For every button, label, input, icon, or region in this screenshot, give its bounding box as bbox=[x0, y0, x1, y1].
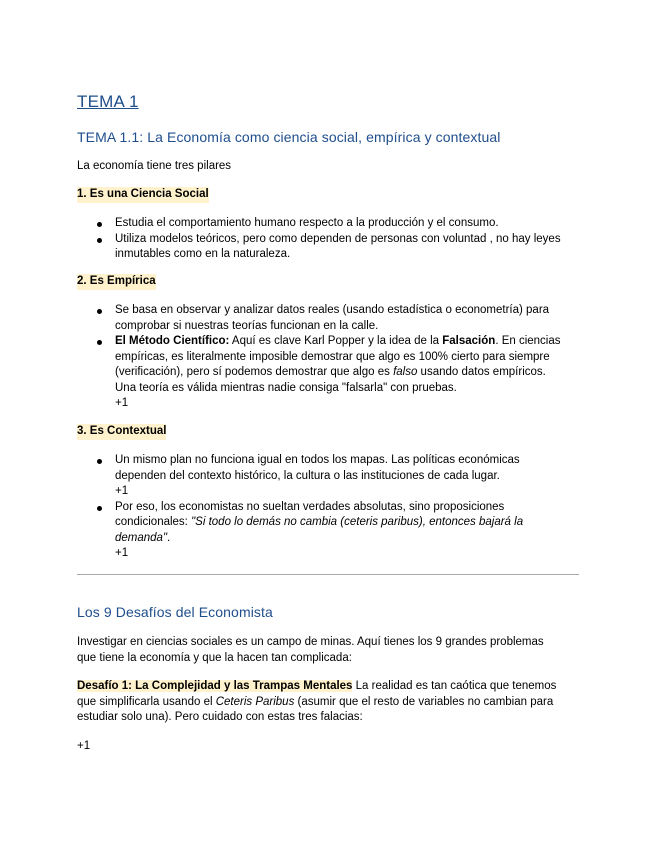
list-item-text: empíricas, es literalmente imposible demostrar que algo es 100% cierto para siempre bbox=[115, 350, 550, 363]
pillar-3-list bbox=[77, 453, 577, 562]
text-run: que simplificarla usando el bbox=[77, 695, 216, 708]
plus-one-counter[interactable]: +1 bbox=[115, 485, 129, 497]
list-item-text bbox=[115, 531, 577, 547]
list-item-text bbox=[115, 334, 577, 350]
challenge-heading: Desafío 1: La Complejidad y las Trampas Mentales bbox=[77, 680, 353, 692]
bullet-icon bbox=[97, 309, 102, 314]
bullet-icon bbox=[97, 222, 102, 227]
text-run: La realidad es tan caótica que tenemos bbox=[352, 680, 557, 692]
bullet-icon bbox=[97, 340, 102, 345]
pillar-2-list bbox=[77, 303, 577, 412]
horizontal-divider bbox=[77, 574, 579, 575]
text-run: condicionales: bbox=[115, 516, 192, 528]
list-item-text: inmutables como en la naturaleza. bbox=[115, 248, 291, 260]
list-item bbox=[77, 334, 577, 412]
intro-text: La economía tiene tres pilares bbox=[77, 160, 232, 172]
italic-term: falso bbox=[393, 366, 418, 378]
paragraph-line: estudiar solo una). Pero cuidado con estas tres falacias: bbox=[77, 711, 363, 723]
italic-quote: "Si todo lo demás no cambia (ceteris paribus), entonces bajará la bbox=[191, 516, 524, 528]
list-item-text: Estudia el comportamiento humano respecto a la producción y el consumo. bbox=[115, 217, 499, 229]
bullet-icon bbox=[97, 506, 102, 511]
list-item-text: Utiliza modelos teóricos, pero como dependen de personas con voluntad , no hay leyes bbox=[115, 232, 561, 245]
list-item-text: comprobar si nuestras teorías funcionan en la calle. bbox=[115, 319, 379, 332]
text-run: (asumir que el resto de variables no cambian para bbox=[294, 695, 554, 708]
list-item bbox=[77, 500, 577, 562]
text-run: usando datos empíricos. bbox=[417, 366, 546, 378]
bold-term: El Método Científico: bbox=[115, 335, 230, 347]
text-run: Aquí es clave Karl Popper y la idea de la bbox=[229, 335, 443, 347]
pillar-1-heading: 1. Es una Ciencia Social bbox=[77, 187, 209, 203]
list-item bbox=[77, 232, 577, 263]
list-item bbox=[77, 303, 577, 334]
pillar-1-list bbox=[77, 216, 577, 263]
bullet-icon bbox=[97, 238, 102, 243]
paragraph-line bbox=[77, 679, 577, 695]
list-item-text: dependen del contexto histórico, la cultura o las instituciones de cada lugar. bbox=[115, 469, 500, 482]
italic-term: Ceteris Paribus bbox=[215, 695, 295, 708]
list-item bbox=[77, 216, 577, 232]
italic-quote: demanda" bbox=[115, 531, 168, 544]
page-title[interactable]: TEMA 1 bbox=[77, 92, 139, 111]
paragraph-line: que tiene la economía y que la hacen tan complicada: bbox=[77, 651, 352, 664]
bullet-icon bbox=[97, 459, 102, 464]
text-run: . En ciencias bbox=[495, 335, 561, 347]
challenge-paragraph bbox=[77, 679, 577, 726]
plus-one-counter[interactable]: +1 bbox=[115, 547, 129, 559]
text-run: (verificación), pero sí podemos demostrar que algo es bbox=[115, 366, 394, 378]
paragraph-line bbox=[77, 695, 577, 711]
paragraph-line: Investigar en ciencias sociales es un campo de minas. Aquí tienes los 9 grandes problemas bbox=[77, 636, 544, 648]
section-heading-desafios: Los 9 Desafíos del Economista bbox=[77, 604, 273, 620]
list-item-text: Por eso, los economistas no sueltan verdades absolutas, sino proposiciones bbox=[115, 500, 505, 513]
list-item-text: Un mismo plan no funciona igual en todos los mapas. Las políticas económicas bbox=[115, 454, 520, 466]
section-heading-1-1: TEMA 1.1: La Economía como ciencia social, empírica y contextual bbox=[77, 129, 501, 145]
pillar-3-heading: 3. Es Contextual bbox=[77, 424, 166, 440]
bold-term: Falsación bbox=[442, 335, 496, 347]
list-item-text: Se basa en observar y analizar datos reales (usando estadística o econometría) para bbox=[115, 304, 550, 316]
text-run: . bbox=[167, 531, 171, 544]
plus-one-counter[interactable]: +1 bbox=[77, 740, 91, 752]
list-item-text: Una teoría es válida mientras nadie consiga "falsarla" con pruebas. bbox=[115, 381, 457, 394]
plus-one-counter[interactable]: +1 bbox=[115, 397, 129, 409]
paragraph bbox=[77, 635, 577, 666]
list-item-text bbox=[115, 515, 577, 531]
list-item bbox=[77, 453, 577, 500]
pillar-2-heading: 2. Es Empírica bbox=[77, 274, 156, 290]
list-item-text bbox=[115, 365, 577, 381]
